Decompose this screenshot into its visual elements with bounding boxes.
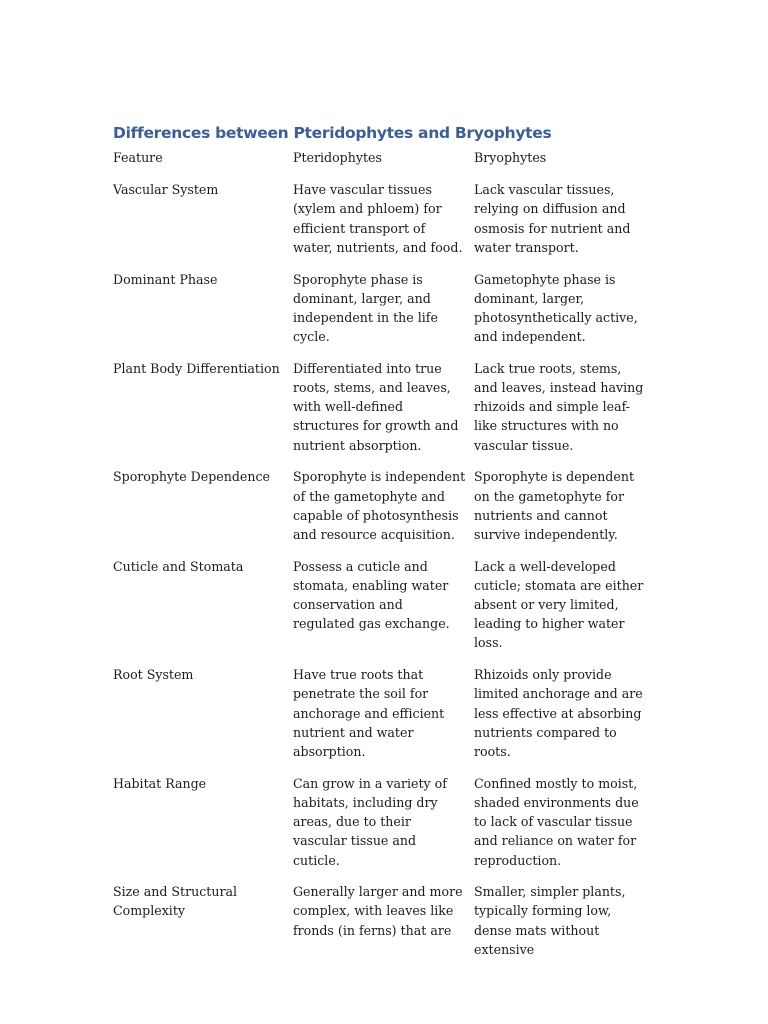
table-row: [113, 557, 653, 666]
feature-cell: Size and Structural Complexity: [113, 884, 238, 919]
table-header-row: [113, 148, 653, 180]
table-row: [113, 665, 653, 774]
pteridophytes-cell: Differentiated into true roots, stems, and leaves, with well-defined structures for growth and nutrient absorption.: [293, 360, 459, 453]
feature-cell: Dominant Phase: [113, 271, 218, 287]
feature-cell: Cuticle and Stomata: [113, 558, 244, 574]
table-row: [113, 359, 653, 468]
column-header-bryophytes: Bryophytes: [474, 150, 547, 165]
table-row: [113, 180, 653, 269]
column-header-pteridophytes: Pteridophytes: [293, 150, 382, 165]
bryophytes-cell: Sporophyte is dependent on the gametophyte for nutrients and cannot survive independently.: [474, 469, 634, 542]
bryophytes-cell: Confined mostly to moist, shaded environments due to lack of vascular tissue and reliance on water for reproduction.: [474, 775, 639, 868]
feature-cell: Plant Body Differentiation: [113, 360, 280, 376]
pteridophytes-cell: Have true roots that penetrate the soil for anchorage and efficient nutrient and water absorption.: [293, 667, 445, 759]
pteridophytes-cell: Generally larger and more complex, with leaves like fronds (in ferns) that are: [293, 884, 463, 938]
column-header-feature: Feature: [113, 150, 163, 165]
pteridophytes-cell: Sporophyte is independent of the gametophyte and capable of photosynthesis and resource acquisition.: [293, 469, 466, 542]
bryophytes-cell: Lack vascular tissues, relying on diffusion and osmosis for nutrient and water transport.: [474, 182, 631, 255]
pteridophytes-cell: Sporophyte phase is dominant, larger, and independent in the life cycle.: [293, 271, 438, 345]
feature-cell: Sporophyte Dependence: [113, 469, 270, 485]
feature-cell: Root System: [113, 667, 194, 683]
feature-cell: Vascular System: [113, 182, 219, 198]
bryophytes-cell: Lack a well-developed cuticle; stomata are either absent or very limited, leading to higher water loss.: [474, 558, 644, 651]
bryophytes-cell: Rhizoids only provide limited anchorage and are less effective at absorbing nutrients compared to roots.: [474, 667, 643, 759]
pteridophytes-cell: Possess a cuticle and stomata, enabling water conservation and regulated gas exchange.: [293, 558, 450, 632]
pteridophytes-cell: Have vascular tissues (xylem and phloem) for efficient transport of water, nutrients, and food.: [293, 182, 463, 255]
bryophytes-cell: Smaller, simpler plants, typically forming low, dense mats without extensive: [474, 884, 626, 957]
comparison-table: [113, 148, 653, 972]
table-row: [113, 270, 653, 359]
feature-cell: Habitat Range: [113, 775, 207, 791]
table-row: [113, 882, 653, 971]
bryophytes-cell: Lack true roots, stems, and leaves, instead having rhizoids and simple leaf-like structures with no vascular tissue.: [474, 360, 644, 453]
pteridophytes-cell: Can grow in a variety of habitats, including dry areas, due to their vascular tissue and cuticle.: [293, 775, 447, 868]
document-title: Differences between Pteridophytes and Bryophytes: [113, 124, 552, 142]
bryophytes-cell: Gametophyte phase is dominant, larger, photosynthetically active, and independent.: [474, 271, 638, 345]
table-row: [113, 467, 653, 556]
table-row: [113, 774, 653, 883]
